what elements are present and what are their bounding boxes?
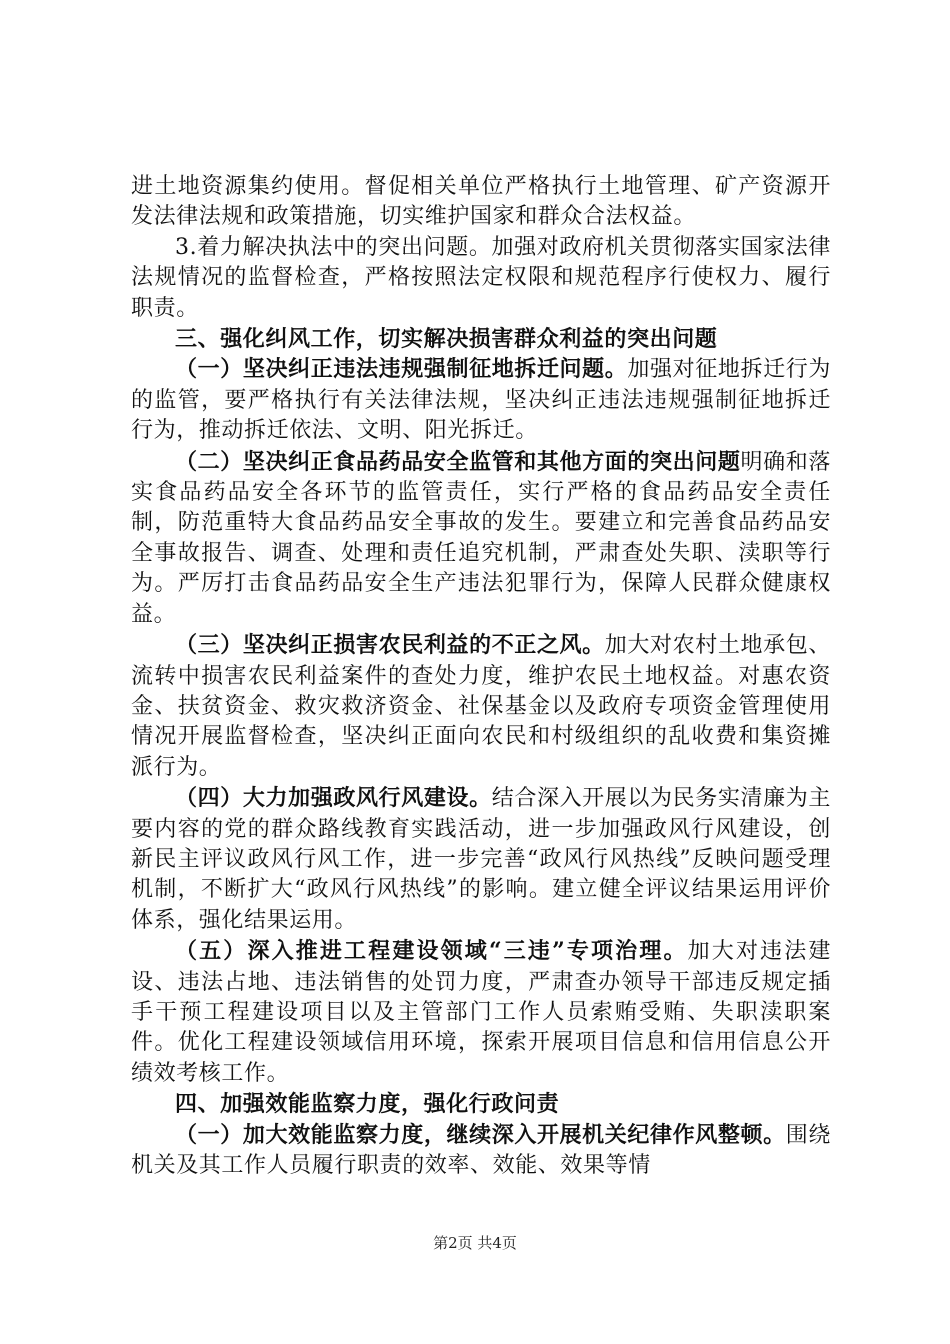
paragraph-lead: （一）坚决纠正违法违规强制征地拆迁问题。	[175, 356, 628, 383]
paragraph-text: 明确和落实食品药品安全各环节的监管责任，实行严格的食品药品安全责任制，防范重特大食品药品安全事故的发生。要建立和完善食品药品安全事故报告、调查、处理和责任追究机制，严肃查处失职、渎职等行为。严厉打击食品药品安全生产违法犯罪行为，保障人民群众健康权益。	[131, 449, 831, 627]
paragraph-lead: （五）深入推进工程建设领域“三违”专项治理。	[175, 938, 688, 965]
paragraph	[131, 630, 831, 783]
paragraph	[131, 447, 831, 630]
paragraph-lead: （二）坚决纠正食品药品安全监管和其他方面的突出问题	[175, 448, 741, 475]
paragraph	[131, 233, 831, 324]
paragraph	[131, 783, 831, 936]
paragraph-lead: （一）加大效能监察力度，继续深入开展机关纪律作风整顿。	[175, 1121, 786, 1148]
paragraph-text: 围绕机关及其工作人员履行职责的效率、效能、效果等情	[131, 1122, 832, 1178]
paragraph-text: 加强对征地拆迁行为的监管，要严格执行有关法律法规，坚决纠正违法违规强制征地拆迁行为，推动拆迁依法、文明、阳光拆迁。	[131, 357, 831, 444]
document-body	[131, 172, 831, 1181]
paragraph	[131, 936, 831, 1089]
paragraph-text: 进土地资源集约使用。督促相关单位严格执行土地管理、矿产资源开发法律法规和政策措施，切实维护国家和群众合法权益。	[131, 174, 831, 230]
paragraph-lead: （四）大力加强政风行风建设。	[175, 785, 492, 812]
section-heading: 四、加强效能监察力度，强化行政问责	[175, 1091, 560, 1118]
paragraph-text: 结合深入开展以为民务实清廉为主要内容的党的群众路线教育实践活动，进一步加强政风行风建设，创新民主评议政风行风工作，进一步完善“政风行风热线”反映问题受理机制，不断扩大“政风行风热线”的影响。建立健全评议结果运用评价体系，强化结果运用。	[131, 786, 831, 933]
page-number-footer: 第2页 共4页	[433, 1234, 517, 1252]
section-heading: 三、强化纠风工作，切实解决损害群众利益的突出问题	[175, 326, 718, 353]
paragraph	[131, 354, 831, 446]
paragraph-lead: （三）坚决纠正损害农民利益的不正之风。	[175, 632, 605, 659]
paragraph	[131, 172, 831, 233]
paragraph-text: 3.着力解决执法中的突出问题。加强对政府机关贯彻落实国家法律法规情况的监督检查，严格按照法定权限和规范程序行使权力、履行职责。	[131, 234, 831, 321]
paragraph-text: 加大对农村土地承包、流转中损害农民利益案件的查处力度，维护农民土地权益。对惠农资金、扶贫资金、救灾救济资金、社保基金以及政府专项资金管理使用情况开展监督检查，坚决纠正面向农民和村级组织的乱收费和集资摊派行为。	[131, 633, 831, 780]
paragraph-text: 加大对违法建设、违法占地、违法销售的处罚力度，严肃查办领导干部违反规定插手干预工程建设项目以及主管部门工作人员索贿受贿、失职渎职案件。优化工程建设领域信用环境，探索开展项目信息和信用信息公开绩效考核工作。	[131, 939, 831, 1086]
paragraph	[131, 1120, 831, 1182]
